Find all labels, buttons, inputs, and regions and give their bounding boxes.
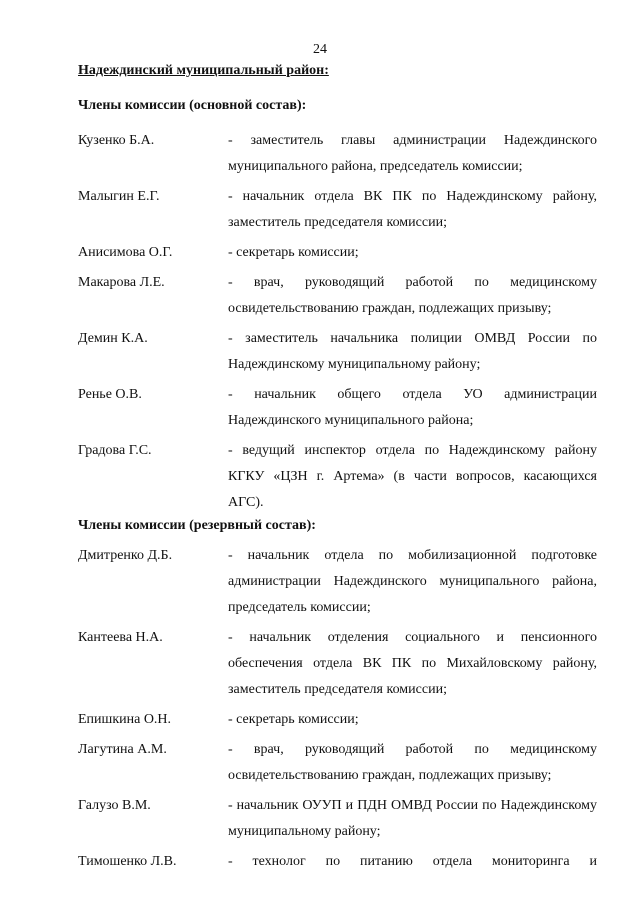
member-name: Демин К.А.	[78, 331, 148, 346]
member-name: Кузенко Б.А.	[78, 133, 155, 148]
member-name: Анисимова О.Г.	[78, 245, 173, 260]
member-role: - начальник отдела ВК ПК по Надеждинскому району, заместитель председателя комиссии;	[228, 189, 597, 230]
member-name: Кантеева Н.А.	[78, 630, 163, 645]
member-row	[78, 438, 597, 516]
main-members-list	[78, 128, 597, 520]
member-row	[78, 184, 597, 236]
member-role: - врач, руководящий работой по медицинскому освидетельствованию граждан, подлежащих призыву;	[228, 742, 597, 783]
member-name: Макарова Л.Е.	[78, 275, 165, 290]
member-role: - начальник ОУУП и ПДН ОМВД России по Надеждинскому муниципальному району;	[228, 798, 597, 839]
member-row	[78, 625, 597, 703]
member-role: - секретарь комиссии;	[228, 712, 359, 727]
member-row	[78, 543, 597, 621]
member-role: - заместитель главы администрации Надеждинского муниципального района, председатель комиссии;	[228, 133, 597, 174]
member-name: Малыгин Е.Г.	[78, 189, 160, 204]
member-name: Ренье О.В.	[78, 387, 142, 402]
member-row	[78, 849, 597, 875]
member-role: - начальник отдела по мобилизационной подготовке администрации Надеждинского муниципального района, председатель комиссии;	[228, 548, 597, 615]
main-section-heading: Члены комиссии (основной состав):	[78, 98, 307, 113]
member-name: Дмитренко Д.Б.	[78, 548, 173, 563]
member-row	[78, 240, 597, 266]
member-row	[78, 737, 597, 789]
member-name: Галузо В.М.	[78, 798, 151, 813]
member-role: - секретарь комиссии;	[228, 245, 359, 260]
member-name: Тимошенко Л.В.	[78, 854, 177, 869]
district-title: Надеждинский муниципальный район:	[78, 63, 329, 78]
member-role: - ведущий инспектор отдела по Надеждинскому району КГКУ «ЦЗН г. Артема» (в части вопросов, касающихся АГС).	[228, 443, 597, 510]
member-role: - врач, руководящий работой по медицинскому освидетельствованию граждан, подлежащих призыву;	[228, 275, 597, 316]
member-name: Градова Г.С.	[78, 443, 152, 458]
member-role: - начальник отделения социального и пенсионного обеспечения отдела ВК ПК по Михайловскому району, заместитель председателя комиссии;	[228, 630, 597, 697]
member-row	[78, 326, 597, 378]
reserve-section-heading: Члены комиссии (резервный состав):	[78, 518, 316, 533]
member-role: - начальник общего отдела УО администрации Надеждинского муниципального района;	[228, 387, 597, 428]
member-row	[78, 270, 597, 322]
page-number: 24	[313, 42, 327, 57]
member-name: Лагутина А.М.	[78, 742, 167, 757]
member-row	[78, 128, 597, 180]
member-role: - технолог по питанию отдела мониторинга и	[228, 854, 597, 869]
member-row	[78, 793, 597, 845]
member-row	[78, 707, 597, 733]
member-name: Епишкина О.Н.	[78, 712, 172, 727]
member-row	[78, 382, 597, 434]
member-role: - заместитель начальника полиции ОМВД России по Надеждинскому муниципальному району;	[228, 331, 597, 372]
reserve-members-list	[78, 543, 597, 879]
